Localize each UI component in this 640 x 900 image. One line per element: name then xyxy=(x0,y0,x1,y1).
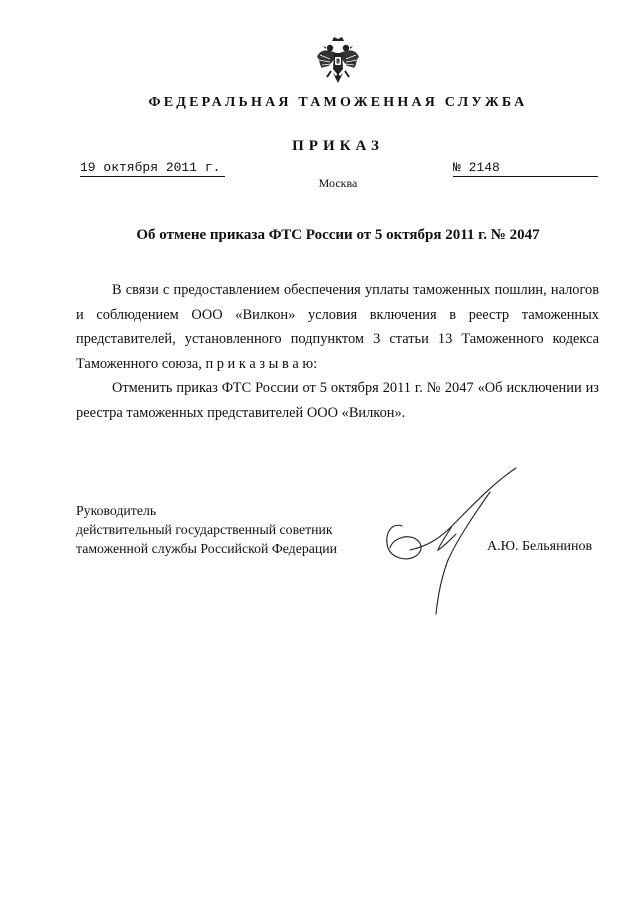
order-body xyxy=(76,278,599,425)
signer-title-line-3: таможенной службы Российской Федерации xyxy=(76,541,337,556)
agency-name: ФЕДЕРАЛЬНАЯ ТАМОЖЕННАЯ СЛУЖБА xyxy=(148,95,528,110)
document-type: ПРИКАЗ xyxy=(292,138,384,154)
signer-title xyxy=(76,501,376,558)
signer-title-line-1: Руководитель xyxy=(76,503,157,518)
body-paragraph-1: В связи с предоставлением обеспечения уплаты таможенных пошлин, налогов и соблюдением ООО «Вилкон» условия включения в реестр таможенных представителей, установленного подпунктом 3 статьи 13 Таможенного кодекса Таможенного союза, п р и к а з ы в а ю: xyxy=(76,282,599,372)
order-number: № 2148 xyxy=(453,160,598,177)
state-emblem-icon xyxy=(314,35,362,87)
signer-name: А.Ю. Бельянинов xyxy=(487,539,593,554)
order-date: 19 октября 2011 г. xyxy=(80,160,225,177)
signer-title-line-2: действительный государственный советник xyxy=(76,522,333,537)
issue-city: Москва xyxy=(318,176,358,190)
order-subject: Об отмене приказа ФТС России от 5 октября 2011 г. № 2047 xyxy=(136,227,540,243)
body-paragraph-2: Отменить приказ ФТС России от 5 октября 2011 г. № 2047 «Об исключении из реестра таможенных представителей ООО «Вилкон». xyxy=(76,380,599,421)
